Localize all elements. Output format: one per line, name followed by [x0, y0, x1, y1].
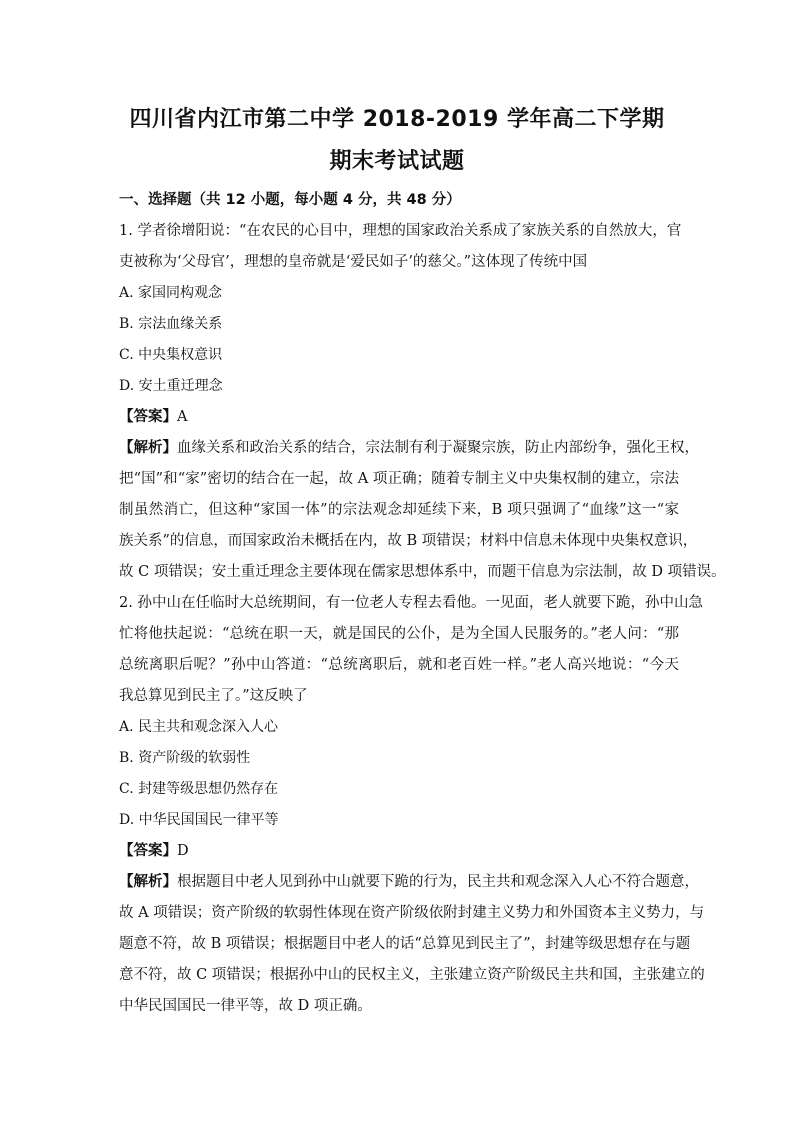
analysis-label: 【解析】: [119, 874, 177, 890]
option-a: A. 民主共和观念深入人心: [119, 719, 279, 735]
question-stem-line: 1. 学者徐增阳说：“在农民的心目中，理想的国家政治关系成了家族关系的自然放大，官: [119, 223, 682, 239]
option-a: A. 家国同构观念: [119, 285, 223, 301]
document-subtitle: 期末考试试题: [329, 149, 465, 174]
analysis-line: 故 C 项错误；安土重迁理念主要体现在儒家思想体系中，而题干信息为宗法制，故 D 项错误。: [119, 564, 726, 580]
question-stem-line: 吏被称为‘父母官’，理想的皇帝就是‘爱民如子’的慈父。”这体现了传统中国: [119, 254, 588, 270]
question-stem-line: 我总算见到民主了。”这反映了: [119, 688, 308, 704]
document-title: 四川省内江市第二中学 2018-2019 学年高二下学期: [129, 107, 665, 132]
option-c: C. 中央集权意识: [119, 347, 223, 363]
option-d: D. 安土重迁理念: [119, 378, 223, 394]
analysis-line: 把“国”和“家”密切的结合在一起，故 A 项正确；随着专制主义中央集权制的建立，宗法: [119, 471, 679, 487]
document-body: [119, 185, 726, 1022]
analysis-text: 根据题目中老人见到孙中山就要下跪的行为，民主共和观念深入人心不符合题意，: [177, 874, 699, 890]
question-stem-line: 总统离职后呢？”孙中山答道：“总统离职后，就和老百姓一样。”老人高兴地说：“今天: [119, 657, 679, 673]
option-c: C. 封建等级思想仍然存在: [119, 781, 279, 797]
analysis-line: 制虽然消亡，但这种“家国一体”的宗法观念却延续下来，B 项只强调了“血缘”这一“家: [119, 502, 679, 518]
section-heading: 一、选择题（共 12 小题，每小题 4 分，共 48 分）: [119, 192, 461, 208]
answer-line: [119, 836, 679, 867]
answer-label: 【答案】: [119, 843, 177, 859]
analysis-line: [119, 867, 699, 898]
question-2: [119, 588, 705, 1022]
analysis-line: 故 A 项错误；资产阶级的软弱性体现在资产阶级依附封建主义势力和外国资本主义势力，与: [119, 905, 705, 921]
answer-line: [119, 402, 679, 433]
analysis-line: 中华民国国民一律平等，故 D 项正确。: [119, 998, 372, 1014]
answer-value: A: [177, 409, 188, 425]
question-stem-line: 忙将他扶起说：“总统在职一天，就是国民的公仆，是为全国人民服务的。”老人问：“那: [119, 626, 679, 642]
analysis-text: 血缘关系和政治关系的结合，宗法制有利于凝聚宗族，防止内部纷争，强化王权，: [177, 440, 699, 456]
option-b: B. 资产阶级的软弱性: [119, 750, 251, 766]
analysis-line: [119, 433, 699, 464]
question-1: [119, 216, 726, 588]
question-stem-line: 2. 孙中山在任临时大总统期间，有一位老人专程去看他。一见面，老人就要下跪，孙中山急: [119, 595, 703, 611]
answer-label: 【答案】: [119, 409, 177, 425]
analysis-line: 族关系”的信息，而国家政治未概括在内，故 B 项错误；材料中信息未体现中央集权意识，: [119, 533, 698, 549]
analysis-line: 题意不符，故 B 项错误；根据题目中老人的话“总算见到民主了”，封建等级思想存在与题: [119, 936, 691, 952]
option-d: D. 中华民国国民一律平等: [119, 812, 279, 828]
analysis-line: 意不符，故 C 项错误；根据孙中山的民权主义，主张建立资产阶级民主共和国，主张建立的: [119, 967, 705, 983]
answer-value: D: [177, 843, 189, 859]
option-b: B. 宗法血缘关系: [119, 316, 223, 332]
analysis-label: 【解析】: [119, 440, 177, 456]
